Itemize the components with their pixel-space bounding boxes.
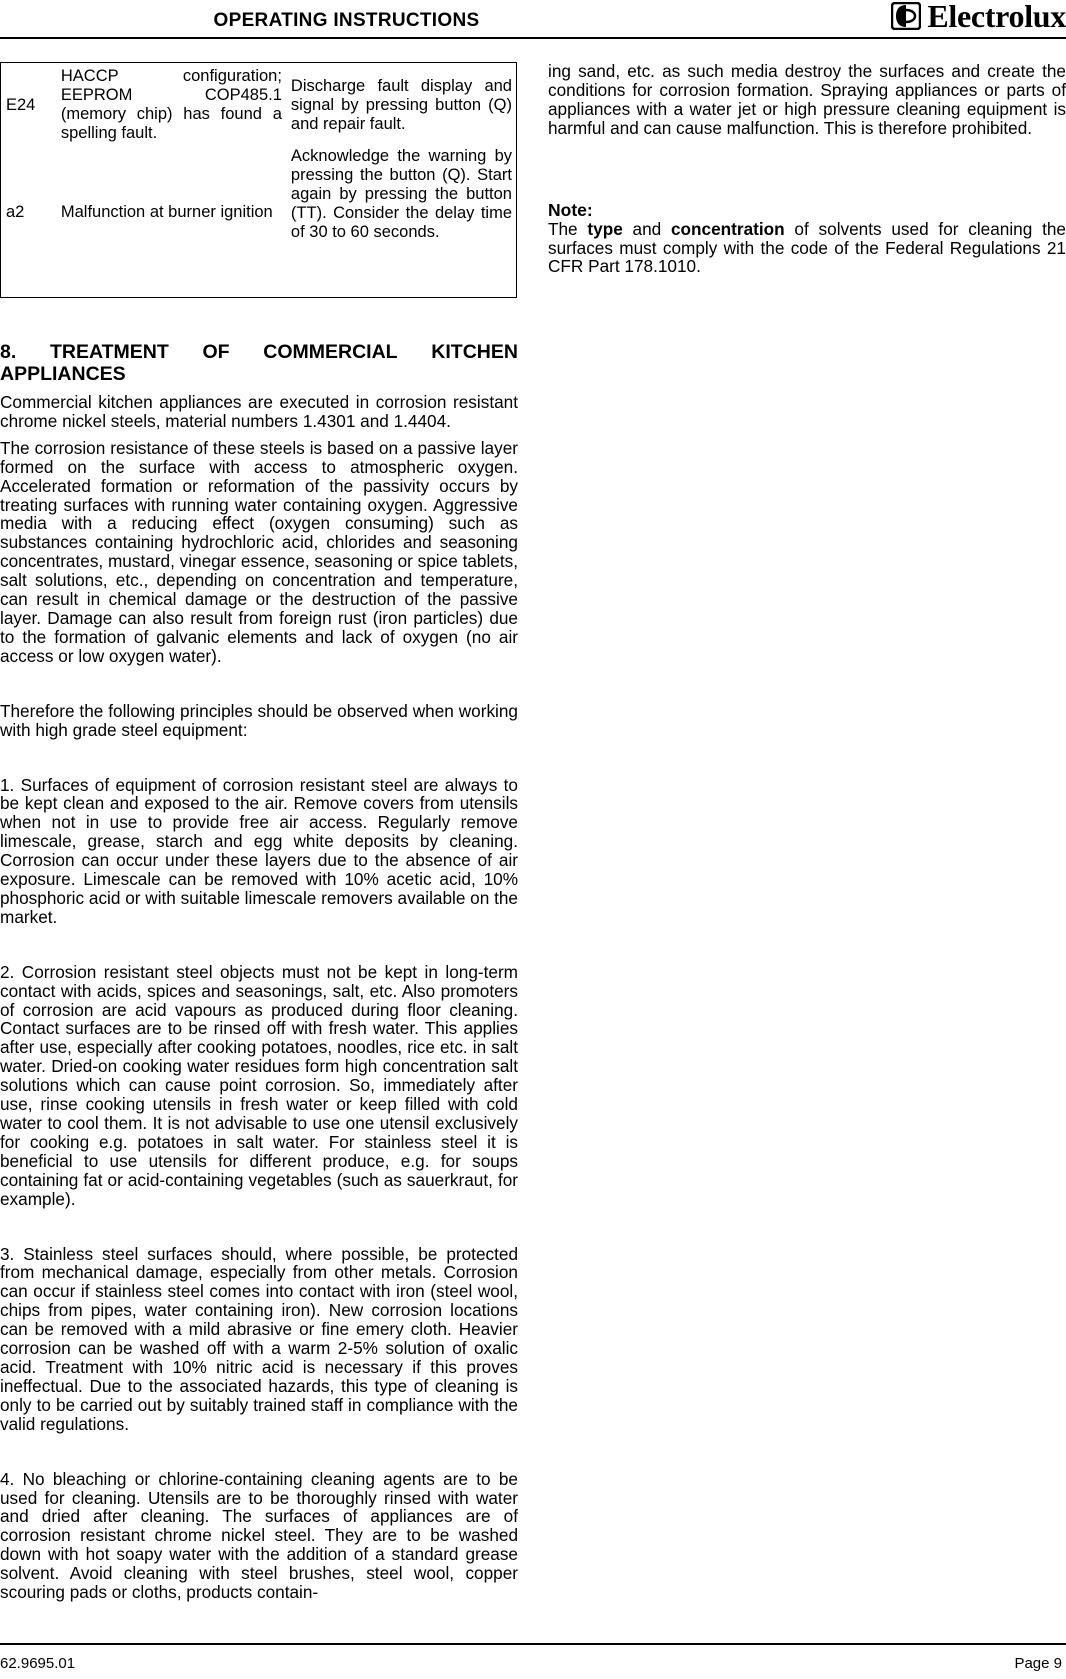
page-header-title: OPERATING INSTRUCTIONS [213, 10, 480, 31]
fault-table [0, 62, 517, 298]
fault-code: E24 [6, 95, 36, 114]
section-heading [0, 341, 518, 385]
note-heading: Note: [548, 199, 593, 220]
fault-description: Malfunction at burner ignition [60, 202, 273, 221]
header-rule [0, 37, 1066, 39]
paragraph: 2. Corrosion resistant steel objects must not be kept in long-term contact with acids, spices and seasonings, salt, etc. Also promoters of corrosion are acid vapours as produced during floor cleaning. Contact surfaces are to be rinsed off with fresh water. This applies after use, especially after cooking potatoes, noodles, rice etc. in salt water. Dried-on cooking water residues form high concentration salt solutions which can cause point corrosion. So, immediately after use, rinse cooking utensils in fresh water or keep filled with cold water to cool them. It is not advisable to use one utensil exclusively for cooking e.g. potatoes in salt water. For stainless steel it is beneficial to use utensils for different produce, e.g. for soups containing fat or acid-containing vegetables (such as sauerkraut, for example). [0, 961, 518, 1209]
paragraph: Therefore the following principles should be observed when working with high grade steel equipment: [0, 700, 518, 740]
fault-remedy: Discharge fault display and signal by pressing button (Q) and repair fault. [290, 76, 512, 133]
document-number: 62.9695.01 [0, 1655, 76, 1672]
note-type-word: type [587, 218, 623, 239]
right-column [548, 62, 1066, 276]
paragraph: The corrosion resistance of these steels is based on a passive layer formed on the surface with access to atmospheric oxygen. Accelerated formation or reformation of the passivity occurs by treating surfaces with running water containing oxygen. Aggressive media with a reducing effect (oxygen consuming) such as substances containing hydrochloric acid, chlorides and seasoning concentrates, mustard, vinegar essence, seasoning or spice tablets, salt solutions, etc., depending on concentration and temperature, can result in chemical damage or the destruction of the passive layer. Damage can also result from foreign rust (iron particles) due to the formation of galvanic elements and lack of oxygen (no air access or low oxygen water). [0, 437, 518, 666]
heading-word: OF [202, 341, 230, 363]
paragraph-continuation: ing sand, etc. as such media destroy the surfaces and create the conditions for corrosion formation. Spraying appliances or parts of appliances with a water jet or high pressure cleaning equipment is harmful and can cause malfunction. This is therefore prohibited. [548, 61, 1066, 138]
page-number: Page 9 [1014, 1655, 1062, 1672]
fault-remedy: Acknowledge the warning by pressing the button (Q). Start again by pressing the button (TT). Consider the delay time of 30 to 60 seconds. [290, 147, 512, 241]
fault-description: HACCP configuration; EEPROM COP485.1 (memory chip) has found a spelling fault. [60, 67, 282, 142]
note-concentration-word: concentration [671, 218, 785, 239]
brand-name: Electrolux [927, 0, 1066, 34]
electrolux-logo-icon [891, 2, 921, 30]
section-number: 8. [0, 341, 17, 363]
fault-code: a2 [6, 202, 25, 221]
heading-line-2: APPLIANCES [0, 363, 126, 385]
left-column [0, 62, 518, 1602]
heading-word: TREATMENT [49, 341, 169, 363]
brand [891, 0, 1066, 32]
heading-word: COMMERCIAL [263, 341, 398, 363]
heading-word: KITCHEN [431, 341, 518, 363]
note-text: The type and concentration of solvents used for cleaning the surfaces must comply with the code of the Federal Regulations 21 CFR Part 178.1010. [548, 218, 1066, 277]
paragraph: Commercial kitchen appliances are executed in corrosion resistant chrome nickel steels, material numbers 1.4301 and 1.4404. [0, 392, 518, 431]
paragraph: 1. Surfaces of equipment of corrosion resistant steel are always to be kept clean and exposed to the air. Remove covers from utensils when not in use to provide free air access. Regularly remove limescale, grease, starch and egg white deposits by cleaning. Corrosion can occur under these layers due to the absence of air exposure. Limescale can be removed with 10% acetic acid, 10% phosphoric acid or with suitable limescale removers available on the market. [0, 774, 518, 927]
table-row [1, 63, 517, 148]
paragraph: 3. Stainless steel surfaces should, where possible, be protected from mechanical damage, especially from other metals. Corrosion can occur if stainless steel comes into contact with iron (steel wool, chips from pipes, water containing iron). New corrosion locations can be removed with a mild abrasive or fine emery cloth. Heavier corrosion can be washed off with a warm 2-5% solution of oxalic acid. Treatment with 10% nitric acid is necessary if this proves ineffectual. Due to the associated hazards, this type of cleaning is only to be carried out by suitably trained staff in compliance with the valid regulations. [0, 1243, 518, 1434]
footer-rule [0, 1643, 1066, 1645]
table-row [1, 147, 517, 298]
paragraph: 4. No bleaching or chlorine-containing cleaning agents are to be used for cleaning. Utensils are to be thoroughly rinsed with water and dried after cleaning. The surfaces of appliances are of corrosion resistant chrome nickel steel. They are to be washed down with hot soapy water with the addition of a standard grease solvent. Avoid cleaning with steel brushes, steel wool, copper scouring pads or cloths, products contain- [0, 1468, 518, 1603]
